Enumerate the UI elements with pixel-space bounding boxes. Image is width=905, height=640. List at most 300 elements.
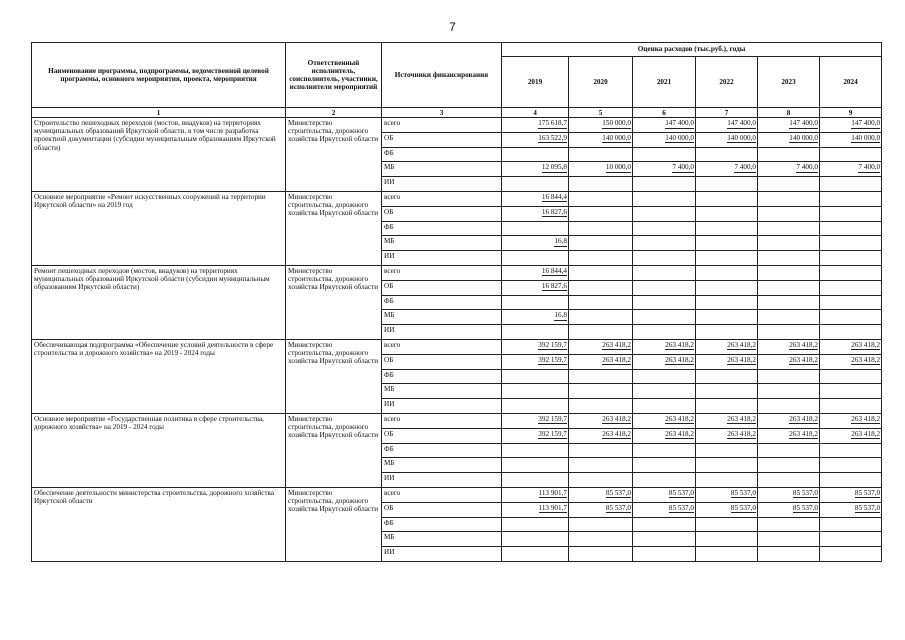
expense-value: [696, 443, 758, 458]
expense-value-text: 16 827,6: [541, 281, 567, 290]
expense-value: [696, 325, 758, 340]
funding-source: МБ: [382, 236, 502, 251]
expense-value: [633, 399, 696, 414]
funding-source: всего: [382, 413, 502, 428]
expense-value-text: 140 000,0: [602, 133, 631, 142]
measure-name: Основное мероприятие «Государственная политика в сфере строительства, дорожного хозяйства» на 2019 - 2024 годы: [32, 413, 286, 487]
expense-value: [758, 384, 820, 399]
expense-value: [696, 339, 758, 354]
expense-value-text: 263 418,2: [602, 340, 631, 349]
expense-value: [696, 191, 758, 206]
funding-source: ФБ: [382, 517, 502, 532]
expense-value: [820, 118, 882, 133]
funding-source: МБ: [382, 532, 502, 547]
expense-value: [820, 399, 882, 414]
table-header: [32, 43, 882, 118]
expense-value: [633, 443, 696, 458]
expense-value-text: 85 537,0: [792, 488, 818, 497]
expense-value: [569, 265, 633, 280]
funding-source: всего: [382, 118, 502, 133]
expense-value: [569, 177, 633, 192]
column-number: 7: [696, 108, 758, 118]
expense-value-text: 140 000,0: [851, 133, 881, 142]
expense-value: [758, 177, 820, 192]
expense-value: [569, 236, 633, 251]
expense-value: [820, 532, 882, 547]
expense-value: [633, 502, 696, 517]
expense-value: [502, 517, 569, 532]
expense-value-text: 7 400,0: [672, 163, 694, 172]
expense-value: [569, 118, 633, 133]
funding-source: ОБ: [382, 502, 502, 517]
funding-source: МБ: [382, 162, 502, 177]
expense-value: [502, 473, 569, 488]
expense-value: [696, 487, 758, 502]
funding-source: ИИ: [382, 325, 502, 340]
expense-value: [820, 295, 882, 310]
expense-value: [633, 162, 696, 177]
header-year: 2022: [696, 57, 758, 108]
expense-value: [569, 162, 633, 177]
funding-source: всего: [382, 487, 502, 502]
expense-value: [633, 473, 696, 488]
expense-value: [820, 502, 882, 517]
expense-value: [820, 339, 882, 354]
expense-value-text: 263 418,2: [665, 340, 694, 349]
expense-value: [633, 177, 696, 192]
table-row: [32, 118, 882, 133]
expense-value: [502, 487, 569, 502]
expense-value: [633, 428, 696, 443]
expense-value-text: 175 618,7: [538, 119, 567, 127]
expense-value: [633, 206, 696, 221]
expense-value-text: 16 844,4: [541, 192, 567, 201]
responsible-executor: Министерство строительства, дорожного хозяйства Иркутской области: [286, 265, 382, 339]
expense-value: [820, 458, 882, 473]
column-number: 8: [758, 108, 820, 118]
expense-value: [569, 473, 633, 488]
expense-value-text: 85 537,0: [668, 503, 694, 512]
expense-value-text: 147 400,0: [851, 119, 881, 127]
expense-value: [696, 177, 758, 192]
expense-value: [633, 547, 696, 562]
expense-value-text: 147 400,0: [789, 119, 818, 127]
expense-value: [502, 384, 569, 399]
expense-value: [569, 443, 633, 458]
expense-value: [569, 384, 633, 399]
expense-value: [569, 369, 633, 384]
expense-value: [569, 295, 633, 310]
funding-source: всего: [382, 191, 502, 206]
expense-value-text: 85 537,0: [854, 488, 881, 497]
expense-value: [633, 221, 696, 236]
measure-name: Строительство пешеходных переходов (мостов, виадуков) на территориях муниципальных образований Иркутской области, в том числе разработка проектной документации (субсидии муниципальным образованиям Иркутской области): [32, 118, 286, 192]
expense-value: [758, 547, 820, 562]
expense-value: [696, 221, 758, 236]
expense-value-text: 85 537,0: [605, 503, 631, 512]
expense-value: [569, 399, 633, 414]
expense-value: [633, 487, 696, 502]
table-row: [32, 487, 882, 502]
expense-value: [696, 132, 758, 147]
expense-value-text: 263 418,2: [602, 429, 631, 438]
expense-value: [696, 399, 758, 414]
page-number: 7: [449, 20, 456, 34]
expense-value-text: 85 537,0: [792, 503, 818, 512]
expense-value-text: 150 000,0: [602, 119, 631, 127]
expense-value-text: 85 537,0: [730, 503, 756, 512]
table-row: [32, 339, 882, 354]
expense-value: [820, 428, 882, 443]
expense-value: [758, 428, 820, 443]
expense-value-text: 10 000,0: [605, 163, 631, 172]
responsible-executor: Министерство строительства, дорожного хозяйства Иркутской области: [286, 487, 382, 561]
expense-value: [758, 339, 820, 354]
expense-value: [696, 532, 758, 547]
expense-value-text: 140 000,0: [727, 133, 756, 142]
expense-value-text: 85 537,0: [854, 503, 881, 512]
expense-value: [820, 325, 882, 340]
expense-value-text: 263 418,2: [851, 414, 881, 423]
funding-source: ФБ: [382, 369, 502, 384]
expense-value: [569, 532, 633, 547]
expense-value: [569, 487, 633, 502]
expense-value: [569, 428, 633, 443]
header-responsible: Ответственный исполнитель, соисполнитель, участники, исполнители мероприятий: [286, 43, 382, 108]
funding-source: ИИ: [382, 251, 502, 266]
expense-value: [633, 325, 696, 340]
expense-value-text: 16 844,4: [541, 266, 567, 275]
expense-value: [820, 443, 882, 458]
funding-source: ОБ: [382, 132, 502, 147]
expense-value: [502, 162, 569, 177]
expense-value: [502, 280, 569, 295]
expense-value-text: 263 418,2: [789, 414, 818, 423]
expense-value: [696, 280, 758, 295]
expense-value: [633, 280, 696, 295]
funding-source: ИИ: [382, 177, 502, 192]
expense-value: [696, 118, 758, 133]
header-name: Наименование программы, подпрограммы, ведомственной целевой программы, основного мероприятия, проекта, мероприятия: [32, 43, 286, 108]
header-estimate: Оценка расходов (тыс.руб.), годы: [502, 43, 882, 57]
expense-value: [820, 132, 882, 147]
funding-source: ОБ: [382, 280, 502, 295]
expense-value-text: 263 418,2: [665, 355, 694, 364]
expense-value: [502, 369, 569, 384]
expense-value: [758, 325, 820, 340]
measure-name: Обеспечение деятельности министерства строительства, дорожного хозяйства Иркутской области: [32, 487, 286, 561]
expense-value: [633, 118, 696, 133]
expense-value: [820, 206, 882, 221]
expense-value: [569, 310, 633, 325]
expense-value: [758, 458, 820, 473]
expense-value: [502, 221, 569, 236]
expense-value: [502, 310, 569, 325]
column-number: 9: [820, 108, 882, 118]
expense-value: [758, 206, 820, 221]
expense-value: [502, 547, 569, 562]
expense-value: [758, 517, 820, 532]
budget-table: [31, 42, 882, 562]
header-sources: Источники финансирования: [382, 43, 502, 108]
expense-value-text: 12 095,8: [541, 163, 567, 172]
expense-value: [502, 399, 569, 414]
expense-value: [758, 399, 820, 414]
expense-value: [696, 473, 758, 488]
expense-value: [502, 458, 569, 473]
funding-source: МБ: [382, 310, 502, 325]
expense-value: [758, 251, 820, 266]
expense-value-text: 263 418,2: [789, 429, 818, 438]
expense-value: [569, 191, 633, 206]
expense-value: [633, 236, 696, 251]
expense-value-text: 147 400,0: [727, 119, 756, 127]
expense-value: [758, 473, 820, 488]
expense-value: [696, 162, 758, 177]
expense-value: [758, 413, 820, 428]
expense-value-text: 263 418,2: [727, 429, 756, 438]
expense-value: [569, 339, 633, 354]
expense-value-text: 163 522,9: [538, 133, 567, 142]
measure-name: Основное мероприятие «Ремонт искусственных сооружений на территории Иркутской области» на 2019 год: [32, 191, 286, 265]
header-year: 2024: [820, 57, 882, 108]
expense-value: [569, 547, 633, 562]
expense-value: [633, 339, 696, 354]
expense-value: [696, 369, 758, 384]
expense-value-text: 392 159,7: [538, 414, 567, 423]
expense-value: [633, 295, 696, 310]
expense-value: [696, 413, 758, 428]
expense-value: [820, 221, 882, 236]
table-row: [32, 413, 882, 428]
expense-value-text: 263 418,2: [727, 340, 756, 349]
expense-value: [502, 147, 569, 162]
expense-value-text: 140 000,0: [665, 133, 694, 142]
funding-source: всего: [382, 265, 502, 280]
expense-value-text: 16 827,6: [541, 207, 567, 216]
funding-source: ИИ: [382, 547, 502, 562]
expense-value: [633, 532, 696, 547]
expense-value: [696, 310, 758, 325]
expense-value-text: 392 159,7: [538, 340, 567, 349]
expense-value: [820, 280, 882, 295]
column-number: 1: [32, 108, 286, 118]
expense-value: [696, 547, 758, 562]
expense-value: [633, 147, 696, 162]
expense-value: [696, 236, 758, 251]
expense-value: [633, 384, 696, 399]
expense-value: [569, 458, 633, 473]
header-year: 2021: [633, 57, 696, 108]
measure-name: Ремонт пешеходных переходов (мостов, виадуков) на территориях муниципальных образований Иркутской области (субсидии муниципальным образованиям Иркутской области): [32, 265, 286, 339]
expense-value: [502, 532, 569, 547]
expense-value: [820, 177, 882, 192]
expense-value: [502, 251, 569, 266]
expense-value: [569, 325, 633, 340]
expense-value-text: 113 901,7: [538, 488, 567, 497]
expense-value: [820, 310, 882, 325]
column-number: 4: [502, 108, 569, 118]
expense-value-text: 7 400,0: [858, 163, 881, 172]
expense-value: [696, 517, 758, 532]
expense-value-text: 263 418,2: [789, 340, 818, 349]
responsible-executor: Министерство строительства, дорожного хозяйства Иркутской области: [286, 339, 382, 413]
expense-value: [820, 251, 882, 266]
expense-value-text: 392 159,7: [538, 429, 567, 438]
expense-value: [633, 413, 696, 428]
expense-value: [758, 354, 820, 369]
expense-value: [696, 147, 758, 162]
expense-value: [696, 428, 758, 443]
expense-value-text: 85 537,0: [730, 488, 756, 497]
table-body: [32, 118, 882, 562]
funding-source: ФБ: [382, 295, 502, 310]
expense-value: [633, 458, 696, 473]
expense-value-text: 263 418,2: [602, 355, 631, 364]
expense-value: [502, 265, 569, 280]
expense-value: [696, 295, 758, 310]
expense-value: [820, 191, 882, 206]
measure-name: Обеспечивающая подпрограмма «Обеспечение условий деятельности в сфере строительства и дорожного хозяйства» на 2019 - 2024 годы: [32, 339, 286, 413]
funding-source: ОБ: [382, 206, 502, 221]
expense-value: [569, 354, 633, 369]
expense-value: [758, 369, 820, 384]
expense-value: [758, 295, 820, 310]
expense-value: [502, 354, 569, 369]
expense-value-text: 263 418,2: [851, 355, 881, 364]
responsible-executor: Министерство строительства, дорожного хозяйства Иркутской области: [286, 413, 382, 487]
expense-value: [820, 413, 882, 428]
expense-value: [569, 280, 633, 295]
expense-value: [502, 132, 569, 147]
expense-value: [696, 206, 758, 221]
expense-value: [633, 369, 696, 384]
expense-value: [633, 310, 696, 325]
funding-source: МБ: [382, 458, 502, 473]
column-number: 3: [382, 108, 502, 118]
expense-value: [696, 265, 758, 280]
funding-source: ОБ: [382, 354, 502, 369]
expense-value: [502, 413, 569, 428]
expense-value: [820, 517, 882, 532]
expense-value: [820, 147, 882, 162]
expense-value: [758, 532, 820, 547]
expense-value-text: 16,8: [554, 237, 567, 246]
expense-value: [633, 265, 696, 280]
expense-value: [569, 132, 633, 147]
expense-value: [696, 251, 758, 266]
expense-value: [502, 177, 569, 192]
expense-value: [758, 132, 820, 147]
expense-value: [569, 147, 633, 162]
expense-value: [820, 547, 882, 562]
expense-value: [502, 428, 569, 443]
expense-value-text: 7 400,0: [734, 163, 756, 172]
header-year: 2019: [502, 57, 569, 108]
expense-value: [569, 221, 633, 236]
expense-value: [758, 118, 820, 133]
expense-value: [569, 251, 633, 266]
expense-value: [820, 384, 882, 399]
expense-value: [820, 236, 882, 251]
expense-value-text: 85 537,0: [668, 488, 694, 497]
expense-value: [758, 502, 820, 517]
expense-value: [502, 339, 569, 354]
expense-value: [502, 206, 569, 221]
expense-value: [633, 517, 696, 532]
expense-value-text: 263 418,2: [665, 429, 694, 438]
expense-value: [758, 191, 820, 206]
expense-value: [758, 221, 820, 236]
header-year: 2023: [758, 57, 820, 108]
expense-value: [820, 265, 882, 280]
expense-value-text: 392 159,7: [538, 355, 567, 364]
expense-value: [820, 487, 882, 502]
expense-value-text: 85 537,0: [605, 488, 631, 497]
expense-value-text: 263 418,2: [789, 355, 818, 364]
expense-value: [502, 295, 569, 310]
expense-value-text: 263 418,2: [665, 414, 694, 423]
expense-value: [502, 443, 569, 458]
expense-value-text: 113 901,7: [538, 503, 567, 512]
column-number: 5: [569, 108, 633, 118]
expense-value: [758, 265, 820, 280]
expense-value: [820, 354, 882, 369]
expense-value: [569, 502, 633, 517]
expense-value: [502, 325, 569, 340]
funding-source: ФБ: [382, 147, 502, 162]
expense-value: [758, 236, 820, 251]
funding-source: ФБ: [382, 443, 502, 458]
table-row: [32, 265, 882, 280]
funding-source: ОБ: [382, 428, 502, 443]
funding-source: ИИ: [382, 399, 502, 414]
responsible-executor: Министерство строительства, дорожного хозяйства Иркутской области: [286, 191, 382, 265]
expense-value: [696, 354, 758, 369]
expense-value-text: 263 418,2: [727, 414, 756, 423]
expense-value-text: 16,8: [554, 311, 567, 320]
expense-value-text: 263 418,2: [851, 429, 881, 438]
expense-value-text: 7 400,0: [796, 163, 818, 172]
expense-value: [820, 369, 882, 384]
expense-value: [633, 191, 696, 206]
expense-value: [569, 517, 633, 532]
expense-value: [758, 487, 820, 502]
expense-value-text: 263 418,2: [727, 355, 756, 364]
expense-value: [696, 502, 758, 517]
expense-value: [758, 443, 820, 458]
funding-source: ИИ: [382, 473, 502, 488]
expense-value: [820, 162, 882, 177]
expense-value: [696, 384, 758, 399]
column-number: 2: [286, 108, 382, 118]
expense-value-text: 263 418,2: [851, 340, 881, 349]
expense-value: [633, 132, 696, 147]
expense-value: [758, 310, 820, 325]
funding-source: всего: [382, 339, 502, 354]
expense-value: [758, 162, 820, 177]
expense-value: [502, 118, 569, 133]
expense-value: [502, 191, 569, 206]
expense-value: [502, 502, 569, 517]
expense-value-text: 147 400,0: [665, 119, 694, 127]
expense-value: [633, 354, 696, 369]
expense-value: [502, 236, 569, 251]
expense-value-text: 263 418,2: [602, 414, 631, 423]
expense-value: [569, 206, 633, 221]
table-row: [32, 191, 882, 206]
funding-source: ФБ: [382, 221, 502, 236]
